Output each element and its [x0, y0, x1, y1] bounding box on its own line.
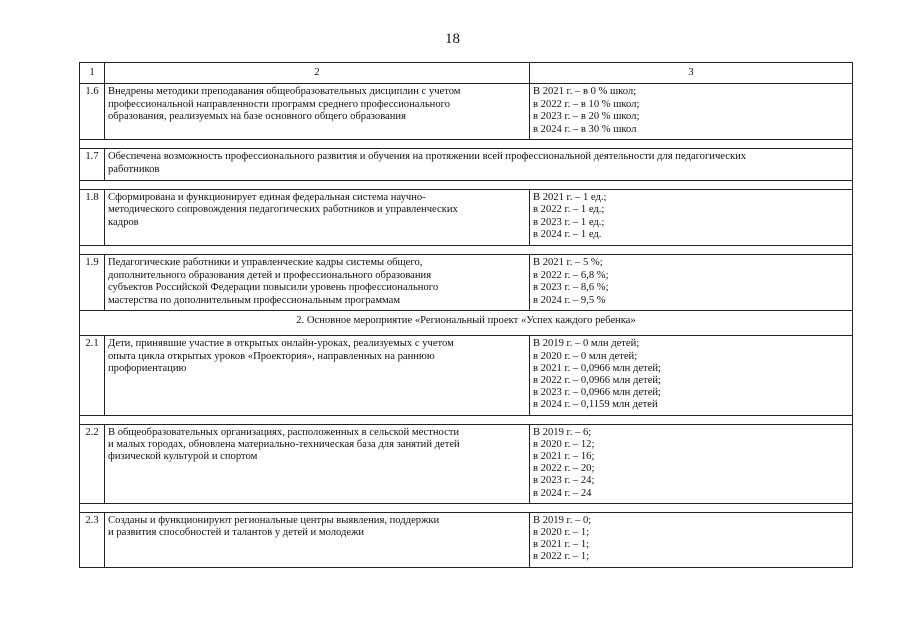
header-col-2: 2	[105, 63, 530, 84]
row-description: Педагогические работники и управленческие кадры системы общего, дополнительного образования детей и профессионального образования субъектов Российской Федерации повысили уровень профессионального мастерства по дополнительным профессиональным программам	[105, 254, 530, 310]
row-number: 2.3	[80, 512, 105, 567]
row-description: Сформирована и функционирует единая федеральная система научно- методического сопровождения педагогических работников и управленческих кадров	[105, 189, 530, 245]
indicators-table	[79, 62, 853, 568]
section-heading-row	[80, 311, 853, 336]
table-row	[80, 512, 853, 567]
row-values: В 2019 г. – 6; в 2020 г. – 12; в 2021 г. – 16; в 2022 г. – 20; в 2023 г. – 24; в 2024 г. – 24	[530, 424, 853, 503]
section-heading: 2. Основное мероприятие «Региональный проект «Успех каждого ребенка»	[80, 311, 853, 336]
row-number: 1.9	[80, 254, 105, 310]
row-number: 2.2	[80, 424, 105, 503]
table-row	[80, 84, 853, 140]
row-values: В 2021 г. – в 0 % школ; в 2022 г. – в 10 % школ; в 2023 г. – в 20 % школ; в 2024 г. – в 30 % школ	[530, 84, 853, 140]
header-col-3: 3	[530, 63, 853, 84]
row-number: 2.1	[80, 336, 105, 415]
table-row	[80, 189, 853, 245]
row-description: Дети, принявшие участие в открытых онлайн-уроках, реализуемых с учетом опыта цикла открытых уроков «Проектория», направленных на раннюю профориентацию	[105, 336, 530, 415]
row-values: В 2019 г. – 0 млн детей; в 2020 г. – 0 млн детей; в 2021 г. – 0,0966 млн детей; в 2022 г. – 0,0966 млн детей; в 2023 г. – 0,0966 млн детей; в 2024 г. – 0,1159 млн детей	[530, 336, 853, 415]
row-description: Обеспечена возможность профессионального развития и обучения на протяжении всей профессиональной деятельности для педагогических работников	[105, 149, 853, 180]
table-row	[80, 336, 853, 415]
row-description: Внедрены методики преподавания общеобразовательных дисциплин с учетом профессиональной направленности программ среднего профессионального образования, реализуемых на базе основного общего образования	[105, 84, 530, 140]
row-values: В 2021 г. – 5 %; в 2022 г. – 6,8 %; в 2023 г. – 8,6 %; в 2024 г. – 9,5 %	[530, 254, 853, 310]
row-number: 1.6	[80, 84, 105, 140]
header-col-1: 1	[80, 63, 105, 84]
page-number: 18	[445, 31, 460, 47]
row-number: 1.7	[80, 149, 105, 180]
row-values: В 2021 г. – 1 ед.; в 2022 г. – 1 ед.; в 2023 г. – 1 ед.; в 2024 г. – 1 ед.	[530, 189, 853, 245]
row-values: В 2019 г. – 0; в 2020 г. – 1; в 2021 г. – 1; в 2022 г. – 1;	[530, 512, 853, 567]
table-row	[80, 424, 853, 503]
table-row	[80, 254, 853, 310]
header-row	[80, 63, 853, 84]
row-description: Созданы и функционируют региональные центры выявления, поддержки и развития способностей и талантов у детей и молодежи	[105, 512, 530, 567]
table-row	[80, 149, 853, 180]
row-description: В общеобразовательных организациях, расположенных в сельской местности и малых городах, обновлена материально-техническая база для занятий детей физической культурой и спортом	[105, 424, 530, 503]
row-number: 1.8	[80, 189, 105, 245]
